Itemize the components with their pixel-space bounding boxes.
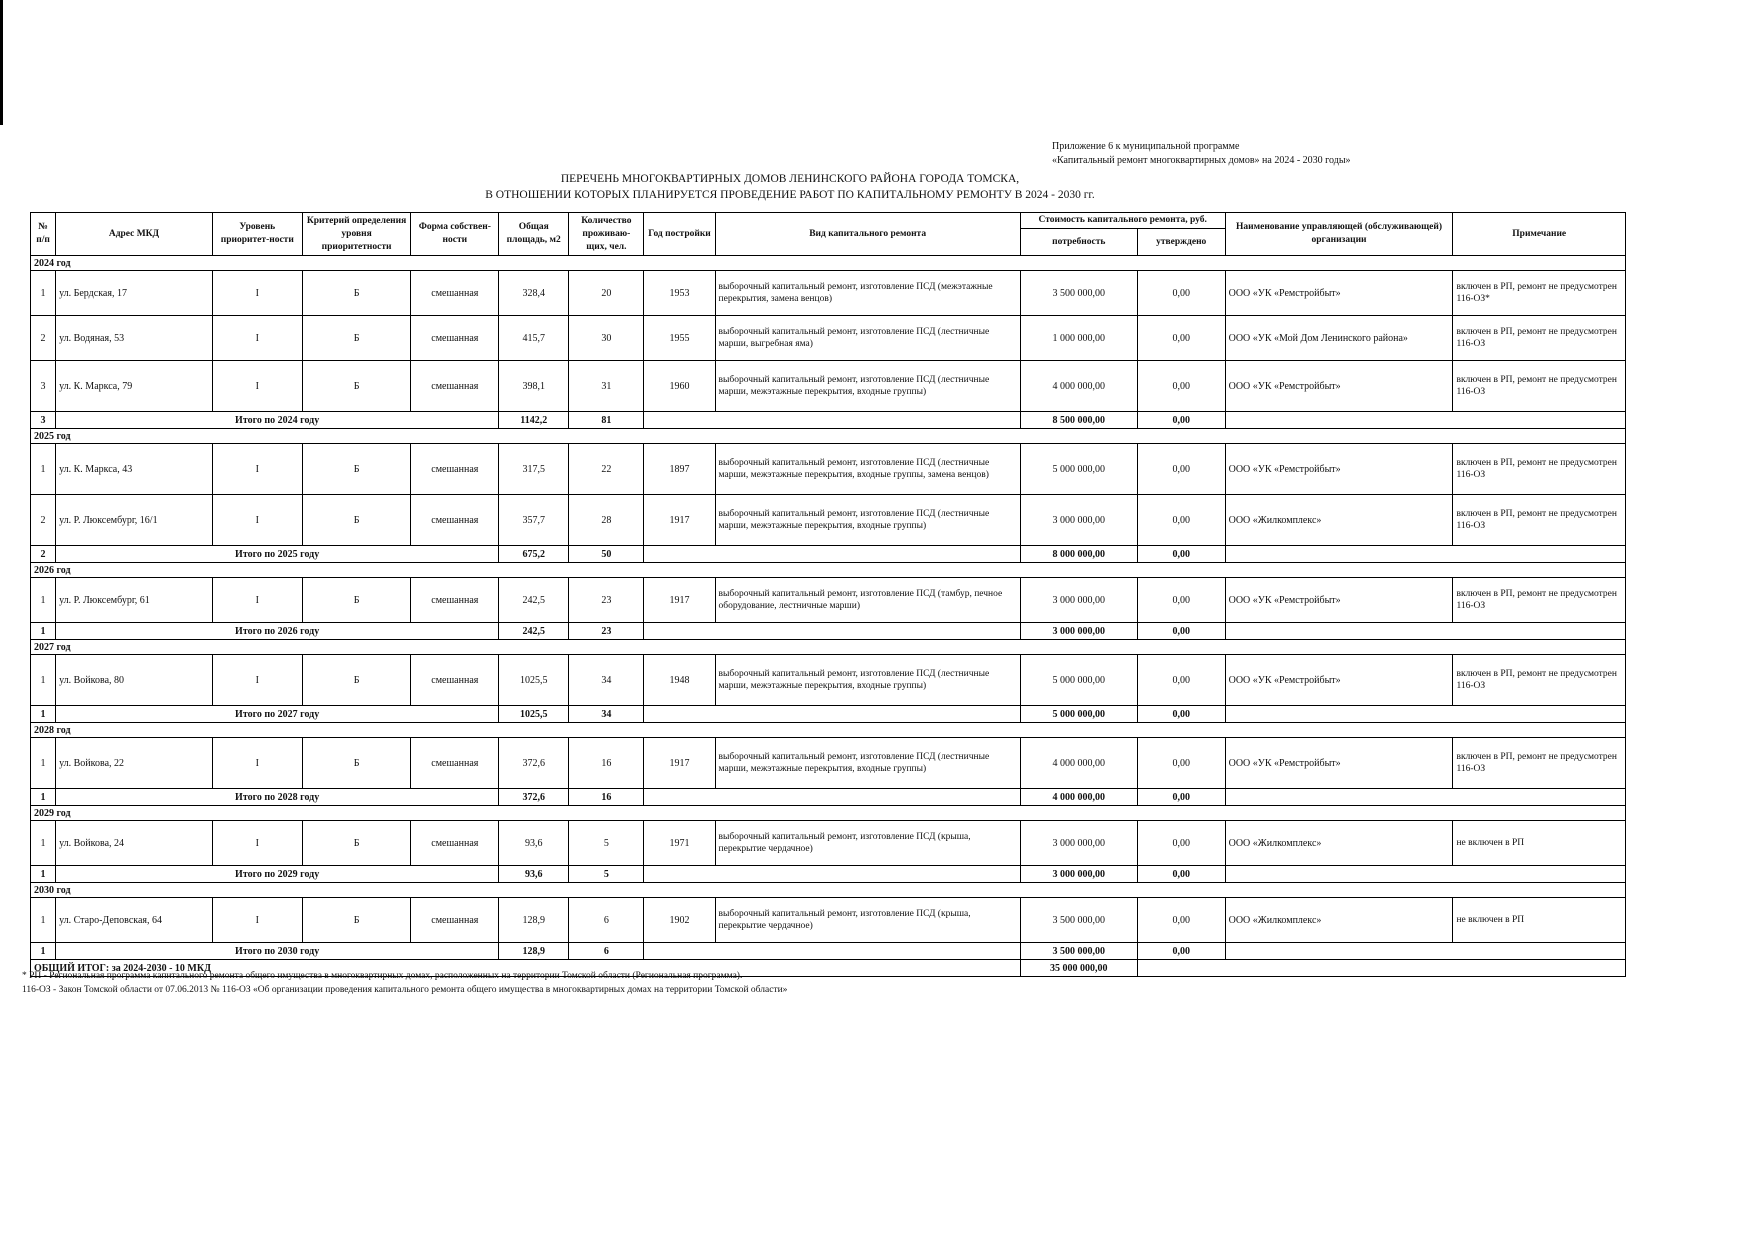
appendix-line-1: Приложение 6 к муниципальной программе xyxy=(1052,141,1240,152)
total-label: Итого по 2027 году xyxy=(56,706,499,723)
scan-edge xyxy=(0,0,3,125)
cell-priority: I xyxy=(212,821,302,866)
table-row xyxy=(31,578,1626,623)
year-label: 2025 год xyxy=(31,429,1626,444)
repair-list-table xyxy=(30,212,1626,977)
total-residents: 50 xyxy=(569,546,644,563)
cell-cost-approved: 0,00 xyxy=(1137,578,1225,623)
header-priority-level: Уровень приоритет-ности xyxy=(212,213,302,256)
year-total-row xyxy=(31,623,1626,640)
header-criterion: Критерий определения уровня приоритетности xyxy=(302,213,411,256)
year-label: 2027 год xyxy=(31,640,1626,655)
cell-remark: включен в РП, ремонт не предусмотрен 116-ОЗ xyxy=(1453,738,1626,789)
document-title-line-2: В ОТНОШЕНИИ КОТОРЫХ ПЛАНИРУЕТСЯ ПРОВЕДЕНИЕ РАБОТ ПО КАПИТАЛЬНОМУ РЕМОНТУ В 2024 - 2030 гг. xyxy=(485,189,1095,201)
cell-year-built: 1917 xyxy=(644,578,715,623)
total-label: Итого по 2030 году xyxy=(56,943,499,960)
cell-criterion: Б xyxy=(302,821,411,866)
total-cost-approved: 0,00 xyxy=(1137,546,1225,563)
cell-residents: 20 xyxy=(569,271,644,316)
total-cost-approved: 0,00 xyxy=(1137,789,1225,806)
appendix-note xyxy=(1052,140,1351,168)
year-total-row xyxy=(31,789,1626,806)
total-cost-approved: 0,00 xyxy=(1137,412,1225,429)
cell-remark: не включен в РП xyxy=(1453,821,1626,866)
total-area: 372,6 xyxy=(499,789,569,806)
total-spacer xyxy=(644,546,1020,563)
cell-priority: I xyxy=(212,578,302,623)
total-spacer xyxy=(644,866,1020,883)
cell-ownership: смешанная xyxy=(411,578,499,623)
total-label: Итого по 2026 году xyxy=(56,623,499,640)
cell-repair-type: выборочный капитальный ремонт, изготовление ПСД (лестничные марши, межэтажные перекрытия, входные группы) xyxy=(715,361,1020,412)
cell-area: 372,6 xyxy=(499,738,569,789)
total-area: 242,5 xyxy=(499,623,569,640)
cell-cost-approved: 0,00 xyxy=(1137,655,1225,706)
total-count: 2 xyxy=(31,546,56,563)
cell-manager: ООО «УК «Ремстройбыт» xyxy=(1225,361,1453,412)
total-cost-need: 3 000 000,00 xyxy=(1020,623,1137,640)
table-row xyxy=(31,495,1626,546)
total-spacer xyxy=(1225,412,1625,429)
header-repair-type: Вид капитального ремонта xyxy=(715,213,1020,256)
total-area: 1142,2 xyxy=(499,412,569,429)
header-cost-group: Стоимость капитального ремонта, руб. xyxy=(1020,213,1225,229)
header-cost-need: потребность xyxy=(1020,229,1137,256)
cell-num: 3 xyxy=(31,361,56,412)
cell-area: 128,9 xyxy=(499,898,569,943)
cell-ownership: смешанная xyxy=(411,738,499,789)
cell-remark: включен в РП, ремонт не предусмотрен 116-ОЗ xyxy=(1453,361,1626,412)
total-cost-need: 8 000 000,00 xyxy=(1020,546,1137,563)
cell-address: ул. Старо-Деповская, 64 xyxy=(56,898,213,943)
cell-criterion: Б xyxy=(302,444,411,495)
header-address: Адрес МКД xyxy=(56,213,213,256)
cell-criterion: Б xyxy=(302,578,411,623)
table-row xyxy=(31,898,1626,943)
cell-year-built: 1955 xyxy=(644,316,715,361)
header-remark: Примечание xyxy=(1453,213,1626,256)
cell-remark: включен в РП, ремонт не предусмотрен 116-ОЗ xyxy=(1453,655,1626,706)
table-body xyxy=(31,256,1626,977)
year-row xyxy=(31,429,1626,444)
cell-remark: включен в РП, ремонт не предусмотрен 116-ОЗ xyxy=(1453,316,1626,361)
table-row xyxy=(31,655,1626,706)
cell-area: 415,7 xyxy=(499,316,569,361)
cell-criterion: Б xyxy=(302,361,411,412)
cell-ownership: смешанная xyxy=(411,821,499,866)
cell-priority: I xyxy=(212,655,302,706)
year-total-row xyxy=(31,706,1626,723)
total-spacer xyxy=(644,706,1020,723)
cell-area: 242,5 xyxy=(499,578,569,623)
total-count: 1 xyxy=(31,789,56,806)
footnote-116-oz: 116-ОЗ - Закон Томской области от 07.06.2013 № 116-ОЗ «Об организации проведения капитального ремонта общего имущества в многоквартирных домах на территории Томской области» xyxy=(22,985,788,995)
cell-cost-need: 5 000 000,00 xyxy=(1020,444,1137,495)
total-count: 1 xyxy=(31,623,56,640)
cell-repair-type: выборочный капитальный ремонт, изготовление ПСД (лестничные марши, межэтажные перекрытия, входные группы, замена венцов) xyxy=(715,444,1020,495)
cell-num: 1 xyxy=(31,821,56,866)
cell-priority: I xyxy=(212,316,302,361)
cell-residents: 6 xyxy=(569,898,644,943)
total-label: Итого по 2025 году xyxy=(56,546,499,563)
cell-year-built: 1917 xyxy=(644,495,715,546)
year-row xyxy=(31,563,1626,578)
total-label: Итого по 2028 году xyxy=(56,789,499,806)
cell-residents: 5 xyxy=(569,821,644,866)
cell-cost-need: 3 000 000,00 xyxy=(1020,495,1137,546)
cell-criterion: Б xyxy=(302,655,411,706)
cell-address: ул. Войкова, 24 xyxy=(56,821,213,866)
total-spacer xyxy=(644,412,1020,429)
appendix-line-2: «Капитальный ремонт многоквартирных домов» на 2024 - 2030 годы» xyxy=(1052,155,1351,166)
total-spacer xyxy=(1225,789,1625,806)
cell-manager: ООО «УК «Ремстройбыт» xyxy=(1225,444,1453,495)
table-row xyxy=(31,361,1626,412)
cell-manager: ООО «УК «Ремстройбыт» xyxy=(1225,578,1453,623)
cell-manager: ООО «УК «Ремстройбыт» xyxy=(1225,655,1453,706)
cell-cost-approved: 0,00 xyxy=(1137,361,1225,412)
cell-priority: I xyxy=(212,271,302,316)
total-spacer xyxy=(1225,546,1625,563)
total-residents: 6 xyxy=(569,943,644,960)
cell-residents: 30 xyxy=(569,316,644,361)
year-label: 2029 год xyxy=(31,806,1626,821)
cell-year-built: 1960 xyxy=(644,361,715,412)
footnote-rp: * РП - Региональная программа капитального ремонта общего имущества в многоквартирных домах, расположенных на территории Томской области (Региональная программа). xyxy=(22,971,743,981)
cell-repair-type: выборочный капитальный ремонт, изготовление ПСД (лестничные марши, межэтажные перекрытия, входные группы) xyxy=(715,495,1020,546)
grand-total-label: ОБЩИЙ ИТОГ: за 2024-2030 - 10 МКД xyxy=(31,960,1021,977)
total-residents: 5 xyxy=(569,866,644,883)
total-spacer xyxy=(644,623,1020,640)
cell-repair-type: выборочный капитальный ремонт, изготовление ПСД (лестничные марши, межэтажные перекрытия, входные группы) xyxy=(715,738,1020,789)
year-total-row xyxy=(31,412,1626,429)
header-num: № п/п xyxy=(31,213,56,256)
total-cost-approved: 0,00 xyxy=(1137,943,1225,960)
year-label: 2024 год xyxy=(31,256,1626,271)
year-row xyxy=(31,256,1626,271)
total-label: Итого по 2029 году xyxy=(56,866,499,883)
total-spacer xyxy=(1225,623,1625,640)
cell-priority: I xyxy=(212,495,302,546)
cell-priority: I xyxy=(212,361,302,412)
table-row xyxy=(31,738,1626,789)
total-area: 1025,5 xyxy=(499,706,569,723)
total-area: 675,2 xyxy=(499,546,569,563)
cell-num: 1 xyxy=(31,655,56,706)
cell-area: 317,5 xyxy=(499,444,569,495)
cell-residents: 23 xyxy=(569,578,644,623)
header-residents: Количество проживаю-щих, чел. xyxy=(569,213,644,256)
table-row xyxy=(31,271,1626,316)
cell-cost-need: 3 500 000,00 xyxy=(1020,271,1137,316)
header-area: Общая площадь, м2 xyxy=(499,213,569,256)
grand-total-need: 35 000 000,00 xyxy=(1020,960,1137,977)
cell-repair-type: выборочный капитальный ремонт, изготовление ПСД (лестничные марши, выгребная яма) xyxy=(715,316,1020,361)
table-row xyxy=(31,821,1626,866)
cell-address: ул. К. Маркса, 43 xyxy=(56,444,213,495)
cell-cost-approved: 0,00 xyxy=(1137,738,1225,789)
year-row xyxy=(31,806,1626,821)
year-row xyxy=(31,723,1626,738)
cell-cost-need: 3 500 000,00 xyxy=(1020,898,1137,943)
table-row xyxy=(31,444,1626,495)
cell-manager: ООО «Жилкомплекс» xyxy=(1225,495,1453,546)
total-label: Итого по 2024 году xyxy=(56,412,499,429)
cell-address: ул. К. Маркса, 79 xyxy=(56,361,213,412)
cell-cost-need: 4 000 000,00 xyxy=(1020,738,1137,789)
cell-ownership: смешанная xyxy=(411,495,499,546)
total-cost-need: 4 000 000,00 xyxy=(1020,789,1137,806)
year-label: 2030 год xyxy=(31,883,1626,898)
cell-repair-type: выборочный капитальный ремонт, изготовление ПСД (лестничные марши, межэтажные перекрытия, входные группы) xyxy=(715,655,1020,706)
table-header xyxy=(31,213,1626,256)
cell-manager: ООО «Жилкомплекс» xyxy=(1225,821,1453,866)
total-area: 128,9 xyxy=(499,943,569,960)
cell-priority: I xyxy=(212,898,302,943)
total-spacer xyxy=(1225,943,1625,960)
cell-num: 1 xyxy=(31,578,56,623)
cell-area: 93,6 xyxy=(499,821,569,866)
cell-cost-need: 3 000 000,00 xyxy=(1020,821,1137,866)
cell-address: ул. Войкова, 80 xyxy=(56,655,213,706)
cell-year-built: 1917 xyxy=(644,738,715,789)
cell-year-built: 1897 xyxy=(644,444,715,495)
total-spacer xyxy=(1225,866,1625,883)
total-spacer xyxy=(644,789,1020,806)
total-residents: 81 xyxy=(569,412,644,429)
cell-residents: 16 xyxy=(569,738,644,789)
year-row xyxy=(31,883,1626,898)
document-title-line-1: ПЕРЕЧЕНЬ МНОГОКВАРТИРНЫХ ДОМОВ ЛЕНИНСКОГО РАЙОНА ГОРОДА ТОМСКА, xyxy=(560,173,1020,185)
cell-remark: включен в РП, ремонт не предусмотрен 116-ОЗ xyxy=(1453,578,1626,623)
cell-cost-approved: 0,00 xyxy=(1137,821,1225,866)
cell-cost-approved: 0,00 xyxy=(1137,444,1225,495)
year-label: 2026 год xyxy=(31,563,1626,578)
cell-criterion: Б xyxy=(302,271,411,316)
cell-manager: ООО «Жилкомплекс» xyxy=(1225,898,1453,943)
cell-address: ул. Войкова, 22 xyxy=(56,738,213,789)
cell-cost-need: 5 000 000,00 xyxy=(1020,655,1137,706)
cell-num: 1 xyxy=(31,444,56,495)
cell-criterion: Б xyxy=(302,495,411,546)
cell-ownership: смешанная xyxy=(411,898,499,943)
total-spacer xyxy=(644,943,1020,960)
total-spacer xyxy=(1225,706,1625,723)
total-count: 1 xyxy=(31,866,56,883)
total-cost-need: 8 500 000,00 xyxy=(1020,412,1137,429)
cell-criterion: Б xyxy=(302,316,411,361)
cell-cost-need: 4 000 000,00 xyxy=(1020,361,1137,412)
total-cost-approved: 0,00 xyxy=(1137,623,1225,640)
cell-year-built: 1971 xyxy=(644,821,715,866)
cell-area: 357,7 xyxy=(499,495,569,546)
cell-num: 2 xyxy=(31,495,56,546)
total-residents: 34 xyxy=(569,706,644,723)
cell-ownership: смешанная xyxy=(411,361,499,412)
header-cost-approved: утверждено xyxy=(1137,229,1225,256)
table-row xyxy=(31,316,1626,361)
cell-ownership: смешанная xyxy=(411,444,499,495)
header-ownership: Форма собствен-ности xyxy=(411,213,499,256)
cell-remark: включен в РП, ремонт не предусмотрен 116-ОЗ xyxy=(1453,444,1626,495)
total-cost-need: 3 000 000,00 xyxy=(1020,866,1137,883)
cell-criterion: Б xyxy=(302,898,411,943)
total-residents: 23 xyxy=(569,623,644,640)
cell-ownership: смешанная xyxy=(411,271,499,316)
cell-address: ул. Р. Люксембург, 16/1 xyxy=(56,495,213,546)
total-cost-approved: 0,00 xyxy=(1137,706,1225,723)
cell-year-built: 1953 xyxy=(644,271,715,316)
year-total-row xyxy=(31,943,1626,960)
header-year-built: Год постройки xyxy=(644,213,715,256)
cell-manager: ООО «УК «Ремстройбыт» xyxy=(1225,271,1453,316)
cell-address: ул. Водяная, 53 xyxy=(56,316,213,361)
cell-residents: 31 xyxy=(569,361,644,412)
cell-remark: не включен в РП xyxy=(1453,898,1626,943)
cell-cost-approved: 0,00 xyxy=(1137,271,1225,316)
total-count: 3 xyxy=(31,412,56,429)
cell-address: ул. Р. Люксембург, 61 xyxy=(56,578,213,623)
cell-address: ул. Бердская, 17 xyxy=(56,271,213,316)
cell-num: 2 xyxy=(31,316,56,361)
total-area: 93,6 xyxy=(499,866,569,883)
year-total-row xyxy=(31,546,1626,563)
cell-area: 1025,5 xyxy=(499,655,569,706)
total-residents: 16 xyxy=(569,789,644,806)
cell-residents: 22 xyxy=(569,444,644,495)
cell-cost-approved: 0,00 xyxy=(1137,316,1225,361)
cell-remark: включен в РП, ремонт не предусмотрен 116-ОЗ* xyxy=(1453,271,1626,316)
cell-year-built: 1948 xyxy=(644,655,715,706)
cell-ownership: смешанная xyxy=(411,316,499,361)
total-cost-need: 3 500 000,00 xyxy=(1020,943,1137,960)
total-count: 1 xyxy=(31,943,56,960)
cell-num: 1 xyxy=(31,898,56,943)
total-cost-need: 5 000 000,00 xyxy=(1020,706,1137,723)
header-manager: Наименование управляющей (обслуживающей) организации xyxy=(1225,213,1453,256)
year-row xyxy=(31,640,1626,655)
cell-repair-type: выборочный капитальный ремонт, изготовление ПСД (крыша, перекрытие чердачное) xyxy=(715,898,1020,943)
year-label: 2028 год xyxy=(31,723,1626,738)
cell-criterion: Б xyxy=(302,738,411,789)
cell-cost-approved: 0,00 xyxy=(1137,898,1225,943)
grand-total-spacer xyxy=(1137,960,1625,977)
cell-priority: I xyxy=(212,444,302,495)
total-count: 1 xyxy=(31,706,56,723)
cell-cost-need: 1 000 000,00 xyxy=(1020,316,1137,361)
cell-repair-type: выборочный капитальный ремонт, изготовление ПСД (тамбур, печное оборудование, лестничные марши) xyxy=(715,578,1020,623)
cell-repair-type: выборочный капитальный ремонт, изготовление ПСД (крыша, перекрытие чердачное) xyxy=(715,821,1020,866)
cell-num: 1 xyxy=(31,271,56,316)
year-total-row xyxy=(31,866,1626,883)
cell-manager: ООО «УК «Ремстройбыт» xyxy=(1225,738,1453,789)
cell-priority: I xyxy=(212,738,302,789)
cell-repair-type: выборочный капитальный ремонт, изготовление ПСД (межэтажные перекрытия, замена венцов) xyxy=(715,271,1020,316)
cell-ownership: смешанная xyxy=(411,655,499,706)
cell-manager: ООО «УК «Мой Дом Ленинского района» xyxy=(1225,316,1453,361)
cell-residents: 34 xyxy=(569,655,644,706)
cell-residents: 28 xyxy=(569,495,644,546)
cell-cost-need: 3 000 000,00 xyxy=(1020,578,1137,623)
cell-year-built: 1902 xyxy=(644,898,715,943)
cell-cost-approved: 0,00 xyxy=(1137,495,1225,546)
cell-area: 328,4 xyxy=(499,271,569,316)
total-cost-approved: 0,00 xyxy=(1137,866,1225,883)
cell-area: 398,1 xyxy=(499,361,569,412)
cell-remark: включен в РП, ремонт не предусмотрен 116-ОЗ xyxy=(1453,495,1626,546)
cell-num: 1 xyxy=(31,738,56,789)
